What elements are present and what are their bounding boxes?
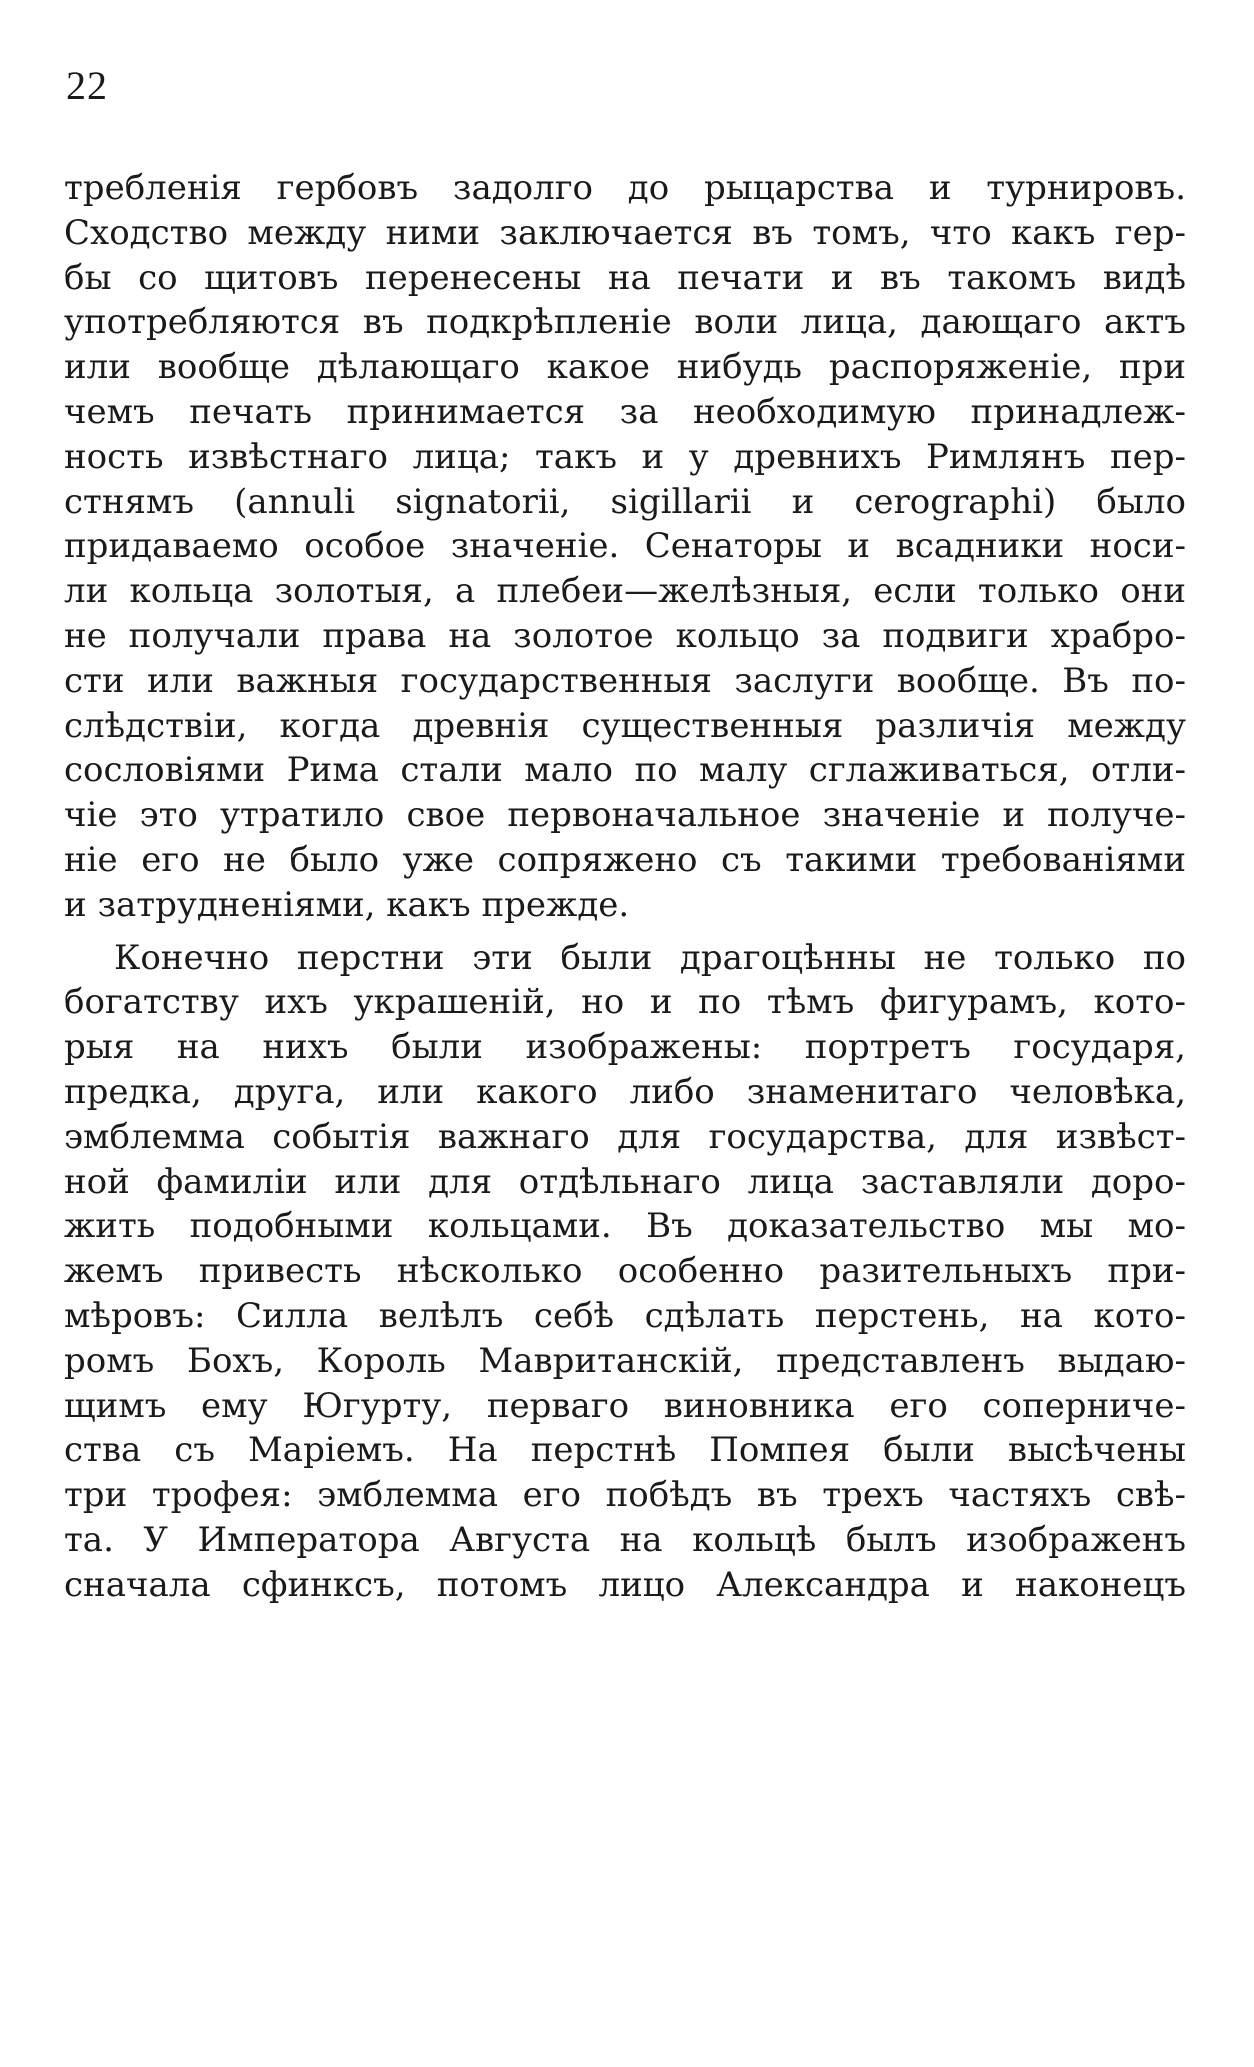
text-line: богатству ихъ украшеній, но и по тѣмъ фигурамъ, кото- [64, 982, 1186, 1023]
text-line: ства съ Маріемъ. На перстнѣ Помпея были высѣчены [64, 1430, 1186, 1471]
text-line: не получали права на золотое кольцо за подвиги храбро- [64, 615, 1186, 656]
text-line: эмблемма событія важнаго для государства, для извѣст- [64, 1116, 1186, 1157]
text-line: Сходство между ними заключается въ томъ, что какъ гер- [64, 212, 1186, 253]
text-line: Конечно перстни эти были драгоцѣнны не только по [114, 937, 1186, 978]
text-line: ромъ Бохъ, Король Мавританскій, представленъ выдаю- [64, 1340, 1186, 1381]
text-line: ли кольца золотыя, а плебеи—желѣзныя, если только они [64, 571, 1186, 612]
paragraph-spacer [64, 928, 1186, 936]
text-line: ной фамиліи или для отдѣльнаго лица заставляли дорo- [64, 1161, 1186, 1202]
text-line: ніе его не было уже сопряжено съ такими требованіями [64, 839, 1186, 880]
text-line: та. У Императора Августа на кольцѣ былъ изображенъ [64, 1519, 1186, 1560]
paragraph-2 [64, 936, 1186, 1608]
text-line: сословіями Рима стали мало по малу сглаживаться, отли- [64, 750, 1186, 791]
text-line: придаваемо особое значеніе. Сенаторы и всадники носи- [64, 526, 1186, 567]
text-line: слѣдствіи, когда древнія существенныя различія между [64, 705, 1186, 746]
text-line: или вообще дѣлающаго какое нибудь распоряженіе, при [64, 347, 1186, 388]
text-line: жить подобными кольцами. Въ доказательство мы мо- [64, 1206, 1186, 1247]
text-line: сначала сфинксъ, потомъ лицо Александра и наконецъ [64, 1564, 1186, 1605]
text-line: стнямъ (annuli signatorii, sigillarii и cerographi) было [64, 481, 1186, 522]
text-line: предка, друга, или какого либо знаменитаго человѣка, [64, 1071, 1186, 1112]
paragraph-1 [64, 166, 1186, 928]
text-line: требленія гербовъ задолго до рыцарства и турнировъ. [64, 168, 1186, 208]
text-line: употребляются въ подкрѣпленіе воли лица, дающаго актъ [64, 302, 1186, 343]
text-line: жемъ привесть нѣсколько особенно разительныхъ при- [64, 1251, 1186, 1292]
text-line: мѣровъ: Силла велѣлъ себѣ сдѣлать перстень, на кото- [64, 1295, 1186, 1336]
body-text [64, 166, 1186, 1608]
page-number: 22 [66, 63, 108, 108]
text-line: сти или важныя государственныя заслуги вообще. Въ по- [64, 660, 1186, 701]
text-line: бы со щитовъ перенесены на печати и въ такомъ видѣ [64, 257, 1186, 298]
text-line: и затрудненіями, какъ прежде. [64, 884, 630, 925]
text-line: чіе это утратило свое первоначальное значеніе и получе- [64, 795, 1186, 836]
text-line: ность извѣстнаго лица; такъ и у древнихъ Римлянъ пер- [64, 436, 1186, 477]
text-line: чемъ печать принимается за необходимую принадлеж- [64, 391, 1186, 432]
text-line: три трофея: эмблемма его побѣдъ въ трехъ частяхъ свѣ- [64, 1475, 1186, 1516]
text-line: рыя на нихъ были изображены: портретъ государя, [64, 1027, 1186, 1068]
text-line: щимъ ему Югурту, перваго виновника его соперниче- [64, 1385, 1186, 1426]
